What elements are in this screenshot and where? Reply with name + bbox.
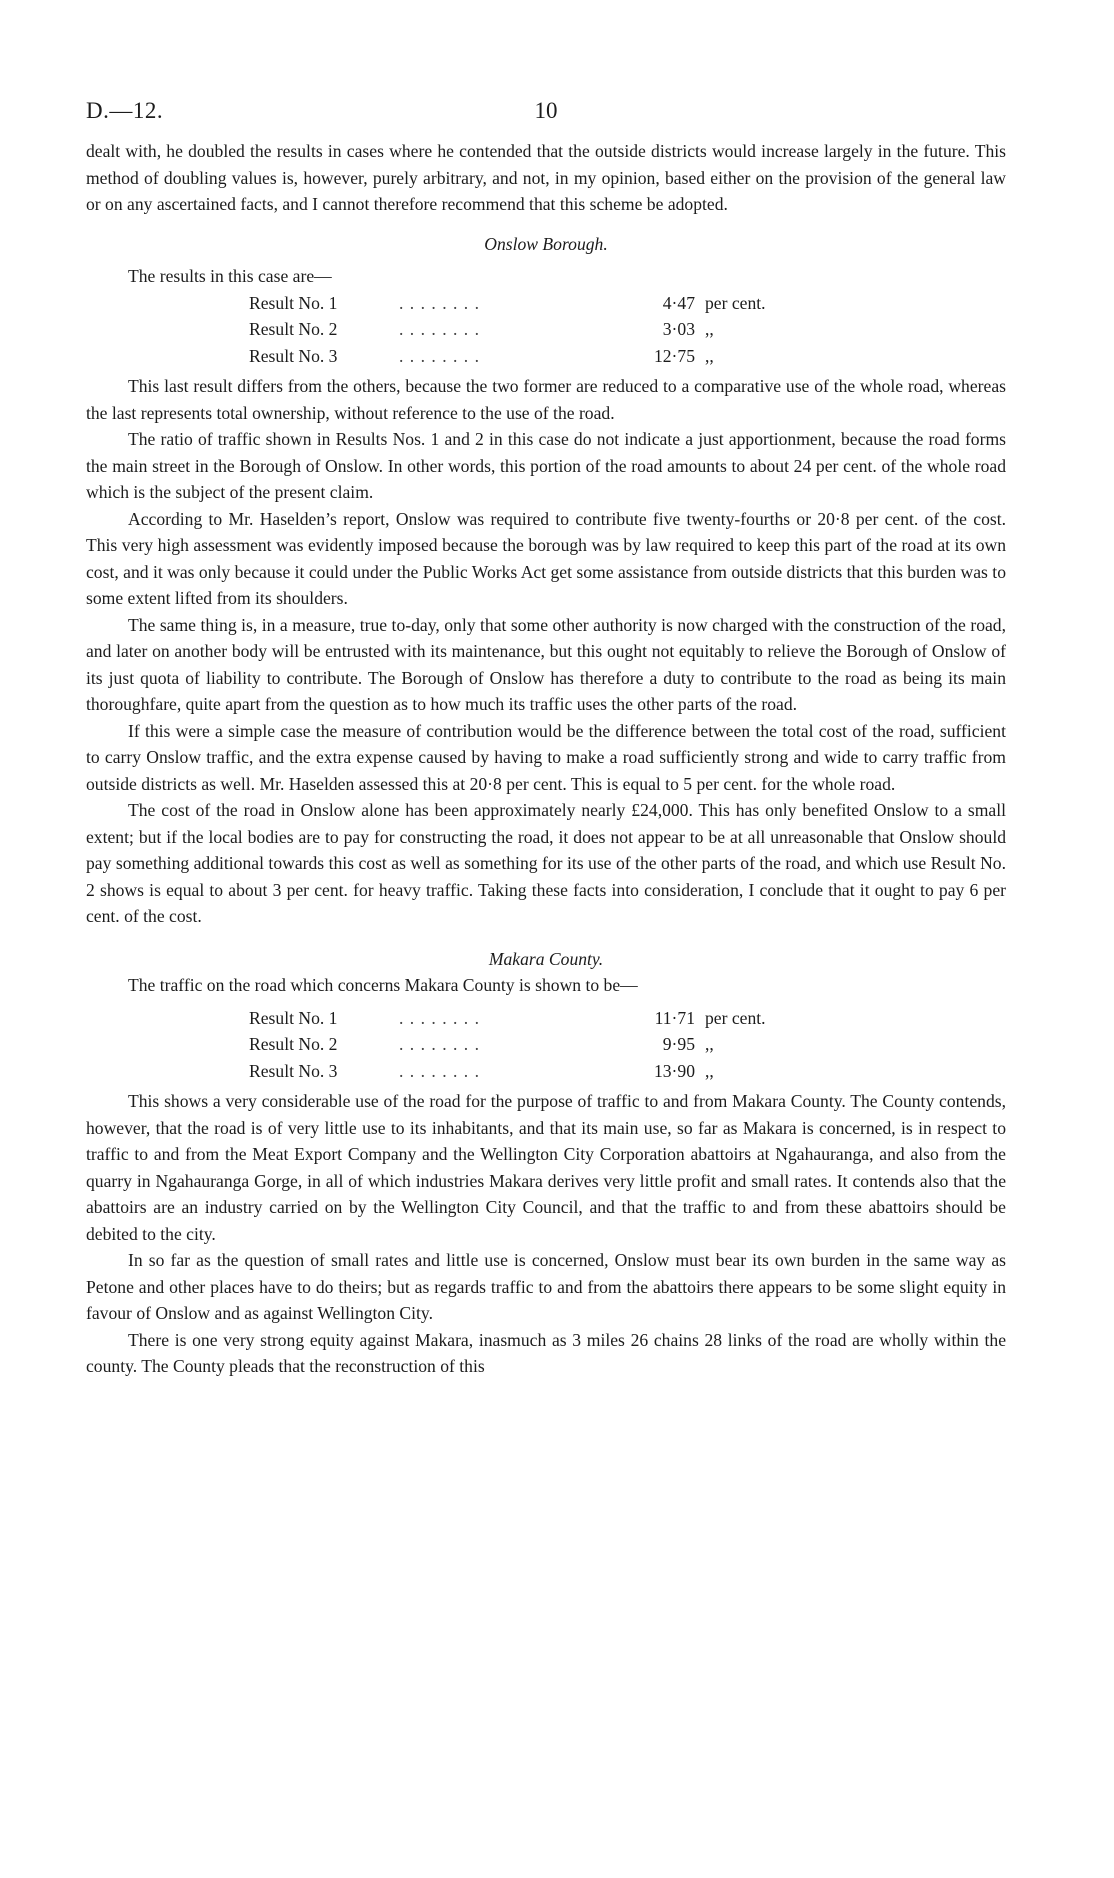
result-label: Result No. 2 <box>249 1034 338 1054</box>
result-value: 11·71 <box>654 1007 695 1028</box>
paragraph: This shows a very considerable use of the road for the purpose of traffic to and from Makara County. The County contends, however, that the road is of very little use to its inhabitants, and that its main use, so far as Makara is concerned, is in respect to traffic to and from the Meat Export Company and the Wellington City Corporation abattoirs at Ngahauranga, and also from the quarry in Ngahauranga Gorge, in all of which industries Makara derives very little profit and small rates. It contends also that the abattoirs are an industry carried on by the Wellington City Council, and that the traffic to and from these abattoirs should be debited to the city. <box>86 1091 1006 1244</box>
onslow-lead: The results in this case are— <box>128 266 332 286</box>
paragraph: There is one very strong equity against Makara, inasmuch as 3 miles 26 chains 28 links of the road are wholly within the county. The County pleads that the reconstruction of this <box>86 1329 1006 1376</box>
section-heading-makara: Makara County. <box>488 948 604 969</box>
leader-dots: . . . . . . . . <box>399 292 480 313</box>
result-label: Result No. 3 <box>249 345 338 366</box>
paragraph: The cost of the road in Onslow alone has been approximately nearly £24,000. This has only benefited Onslow to a small extent; but if the local bodies are to pay for constructing the road, it does not appear to be at all unreasonable that Onslow should pay something additional towards this cost as well as something for its use of the other parts of the road, and which use Result No. 2 shows is equal to about 3 per cent. for heavy traffic. Taking these facts into consideration, I conclude that it ought to pay 6 per cent. of the cost. <box>86 800 1006 926</box>
page-header <box>86 98 1006 138</box>
page-body <box>86 138 1006 1380</box>
table-row <box>249 343 766 370</box>
result-unit: ,, <box>705 319 714 339</box>
result-label: Result No. 3 <box>249 1060 338 1081</box>
leader-dots: . . . . . . . . <box>399 319 480 339</box>
paragraph: According to Mr. Haselden’s report, Onslow was required to contribute five twenty-fourths or 20·8 per cent. of the cost. This very high assessment was evidently imposed because the borough was by law required to keep this part of the road at its own cost, and it was only because it could under the Public Works Act get some assistance from outside districts that this burden was to some extent lifted from its shoulders. <box>86 508 1006 608</box>
paragraph: In so far as the question of small rates and little use is concerned, Onslow must bear its own burden in the same way as Petone and other places have to do theirs; but as regards traffic to and from the abattoirs there appears to be some slight equity in favour of Onslow and as against Wellington City. <box>86 1250 1006 1323</box>
onslow-results-table <box>249 290 766 370</box>
leader-dots: . . . . . . . . <box>399 1034 480 1054</box>
table-row <box>249 1005 766 1032</box>
result-unit: ,, <box>705 345 714 366</box>
result-unit: ,, <box>705 1060 714 1081</box>
paragraph: The ratio of traffic shown in Results Nos. 1 and 2 in this case do not indicate a just apportionment, because the road forms the main street in the Borough of Onslow. In other words, this portion of the road amounts to about 24 per cent. of the whole road which is the subject of the present claim. <box>86 429 1006 502</box>
paragraph: This last result differs from the others, because the two former are reduced to a comparative use of the whole road, whereas the last represents total ownership, without reference to the use of the road. <box>86 376 1006 423</box>
result-unit: ,, <box>705 1034 714 1054</box>
section-heading-onslow: Onslow Borough. <box>484 233 608 254</box>
page-number: 10 <box>534 98 558 123</box>
paragraph: If this were a simple case the measure of contribution would be the difference between the total cost of the road, sufficient to carry Onslow traffic, and the extra expense caused by having to make a road sufficiently strong and wide to carry traffic from outside districts as well. Mr. Haselden assessed this at 20·8 per cent. This is equal to 5 per cent. for the whole road. <box>86 720 1006 794</box>
result-label: Result No. 1 <box>249 292 338 313</box>
leader-dots: . . . . . . . . <box>399 345 480 366</box>
makara-results-table <box>249 1005 766 1085</box>
result-value: 13·90 <box>653 1060 695 1081</box>
result-value: 4·47 <box>662 292 695 313</box>
document-page <box>86 98 1006 1380</box>
table-row <box>249 290 766 317</box>
table-row <box>249 1058 766 1085</box>
result-value: 9·95 <box>662 1034 695 1054</box>
document-reference: D.—12. <box>86 98 164 123</box>
result-unit: per cent. <box>705 292 766 313</box>
table-row <box>249 1031 766 1058</box>
makara-lead: The traffic on the road which concerns Makara County is shown to be— <box>128 975 638 995</box>
result-label: Result No. 1 <box>249 1007 338 1028</box>
table-row <box>249 316 766 343</box>
leader-dots: . . . . . . . . <box>399 1007 480 1028</box>
result-label: Result No. 2 <box>249 319 338 339</box>
paragraph: The same thing is, in a measure, true to-day, only that some other authority is now charged with the construction of the road, and later on another body will be entrusted with its maintenance, but this ought not equitably to relieve the Borough of Onslow of its just quota of liability to contribute. The Borough of Onslow has therefore a duty to contribute to the road as being its main thoroughfare, quite apart from the question as to how much its traffic uses the other parts of the road. <box>86 614 1006 714</box>
result-unit: per cent. <box>705 1007 766 1028</box>
intro-paragraph: dealt with, he doubled the results in cases where he contended that the outside districts would increase largely in the future. This method of doubling values is, however, purely arbitrary, and not, in my opinion, based either on the provision of the general law or on any ascertained facts, and I cannot therefore recommend that this scheme be adopted. <box>86 141 1006 214</box>
result-value: 3·03 <box>662 319 695 339</box>
result-value: 12·75 <box>653 345 695 366</box>
leader-dots: . . . . . . . . <box>399 1060 480 1081</box>
